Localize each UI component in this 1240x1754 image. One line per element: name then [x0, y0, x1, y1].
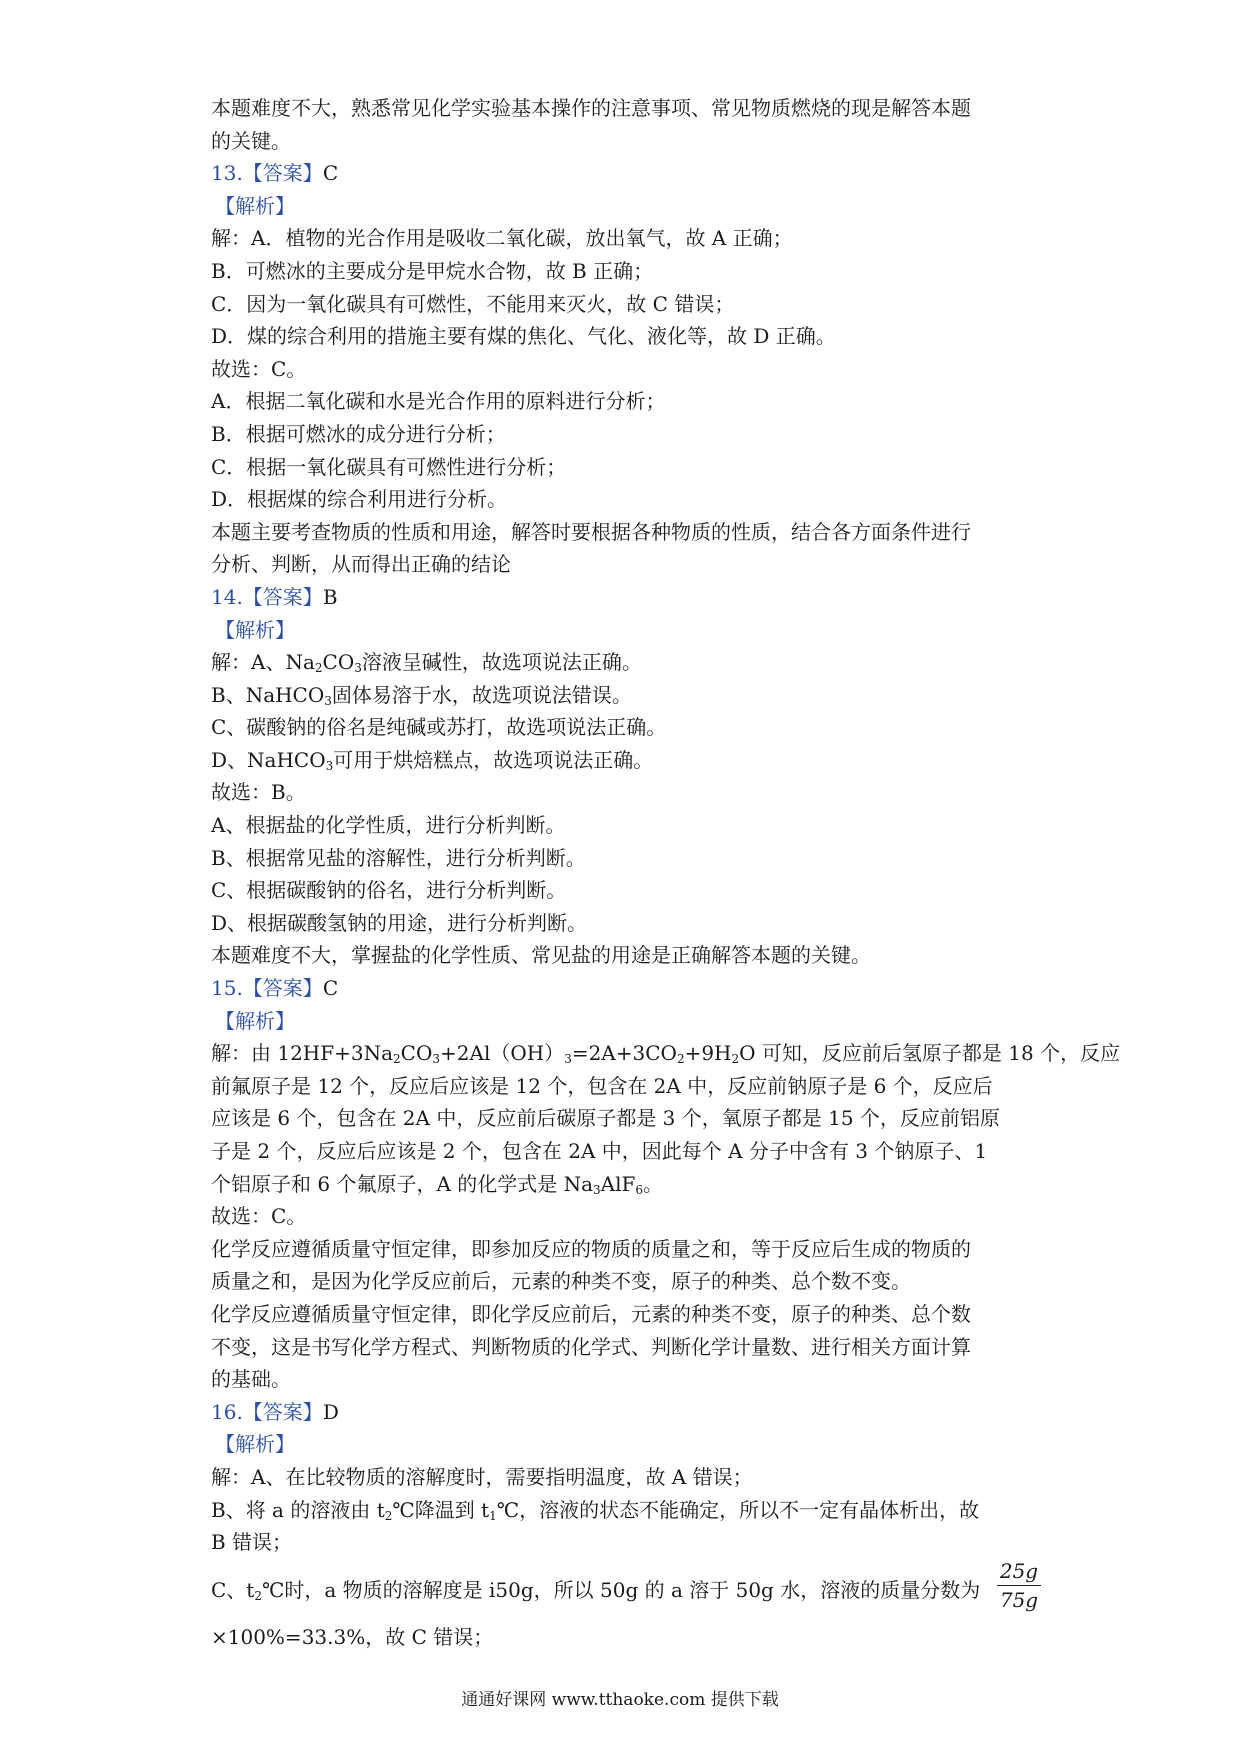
text-line: 故选：B。	[211, 780, 306, 805]
fraction-numerator: 25g	[997, 1559, 1041, 1586]
text-line: 解：A、$Na_2CO_3$溶液呈碱性，故选项说法正确。	[211, 650, 642, 676]
text-line: 应该是 6 个，包含在 2A 中，反应前后碳原子都是 3 个，氧原子都是 15 个，反应前铝原	[211, 1106, 1000, 1131]
text-line: D、根据碳酸氢钠的用途，进行分析判断。	[211, 910, 588, 935]
text-line: 质量之和，是因为化学反应前后，元素的种类不变，原子的种类、总个数不变。	[211, 1269, 911, 1294]
text-line: 个铝原子和 6 个氟原子，A 的化学式是 $Na_3AlF_6$。	[211, 1171, 664, 1197]
answer-value: C	[322, 161, 339, 186]
analysis-label: 【解析】	[215, 193, 295, 218]
text-line: 不变，这是书写化学方程式、判断物质的化学式、判断化学计量数、进行相关方面计算	[211, 1334, 971, 1359]
answer-label: 16.【答案】	[211, 1399, 323, 1424]
analysis-label: 【解析】	[215, 1432, 295, 1457]
text-line: C．因为一氧化碳具有可燃性，不能用来灭火，故 C 错误；	[211, 291, 735, 316]
text-line: A、根据盐的化学性质，进行分析判断。	[211, 813, 566, 838]
text-line-with-fraction: C、$t_2℃$时，a 物质的溶解度是 i50g，所以 50g 的 a 溶于 50g 水，溶液的质量分数为 $\frac{25g}{75g}$	[211, 1559, 1041, 1621]
text-line: C．根据一氧化碳具有可燃性进行分析；	[211, 454, 567, 479]
equation-line: 解：由 $12HF+3Na_2CO_3+2Al(OH)_3=2A+3CO_2+9H_2O$ 可知，反应前后氢原子都是 18 个，反应	[211, 1041, 1121, 1067]
text-line: 故选：C。	[211, 1204, 307, 1229]
answer-heading-16	[211, 1396, 1041, 1429]
text-line: D．根据煤的综合利用进行分析。	[211, 487, 508, 512]
text-line: 的关键。	[211, 128, 291, 153]
answer-label: 13.【答案】	[211, 161, 323, 186]
text-line: 解：A、在比较物质的溶解度时，需要指明温度，故 A 错误；	[211, 1464, 753, 1489]
text-line: 子是 2 个，反应后应该是 2 个，包含在 2A 中，因此每个 A 分子中含有 3 个钠原子、1	[211, 1139, 988, 1163]
mass-fraction	[997, 1559, 1041, 1612]
text-line: 化学反应遵循质量守恒定律，即化学反应前后，元素的种类不变，原子的种类、总个数	[211, 1301, 971, 1326]
answer-label: 15.【答案】	[211, 976, 323, 1001]
answer-value: B	[322, 584, 338, 609]
text-line: B．可燃冰的主要成分是甲烷水合物，故 B 正确；	[211, 258, 654, 283]
answer-heading-13	[211, 157, 1041, 190]
text-line: 化学反应遵循质量守恒定律，即参加反应的物质的质量之和，等于反应后生成的物质的	[211, 1236, 971, 1261]
answer-heading-14	[211, 581, 1041, 614]
text-line: 本题难度不大，掌握盐的化学性质、常见盐的用途是正确解答本题的关键。	[211, 943, 871, 968]
text-line: 故选：C。	[211, 356, 307, 381]
text-line: D．煤的综合利用的措施主要有煤的焦化、气化、液化等，故 D 正确。	[211, 324, 836, 349]
text-line: B、将 a 的溶液由 $t_2℃$降温到 $t_1℃$，溶液的状态不能确定，所以不一定有晶体析出，故	[211, 1497, 980, 1523]
answer-value: D	[322, 1399, 339, 1424]
text-line: B．根据可燃冰的成分进行分析；	[211, 421, 506, 446]
text-line: A．根据二氧化碳和水是光合作用的原料进行分析；	[211, 389, 666, 414]
document-body	[211, 92, 1121, 1653]
text-line: C、根据碳酸钠的俗名，进行分析判断。	[211, 878, 567, 903]
text-line: 前氟原子是 12 个，反应后应该是 12 个，包含在 2A 中，反应前钠原子是 6 个，反应后	[211, 1073, 993, 1098]
answer-value: C	[322, 976, 339, 1001]
answer-heading-15	[211, 972, 1041, 1005]
text-line: 本题难度不大，熟悉常见化学实验基本操作的注意事项、常见物质燃烧的现是解答本题	[211, 96, 971, 120]
page-footer: 通通好课网 www.tthaoke.com 提供下载	[461, 1690, 779, 1710]
text-line: 本题主要考查物质的性质和用途，解答时要根据各种物质的性质，结合各方面条件进行	[211, 519, 971, 544]
text-line: B 错误；	[211, 1530, 293, 1555]
text-line: D、NaHCO$_3$可用于烘焙糕点，故选项说法正确。	[211, 747, 654, 773]
fraction-denominator: 75g	[999, 1587, 1039, 1612]
text-line: 分析、判断，从而得出正确的结论	[211, 552, 511, 577]
text-line: C、碳酸钠的俗名是纯碱或苏打，故选项说法正确。	[211, 715, 667, 740]
analysis-label: 【解析】	[215, 617, 295, 642]
text-line: ×100%=33.3%，故 C 错误；	[211, 1624, 494, 1649]
answer-label: 14.【答案】	[211, 584, 323, 609]
analysis-label: 【解析】	[215, 1008, 295, 1033]
text-line: B、根据常见盐的溶解性，进行分析判断。	[211, 845, 586, 870]
text-line: 解：A．植物的光合作用是吸收二氧化碳，放出氧气，故 A 正确；	[211, 226, 793, 251]
text-line: B、NaHCO$_3$固体易溶于水，故选项说法错误。	[211, 682, 632, 708]
text-line: 的基础。	[211, 1367, 291, 1392]
